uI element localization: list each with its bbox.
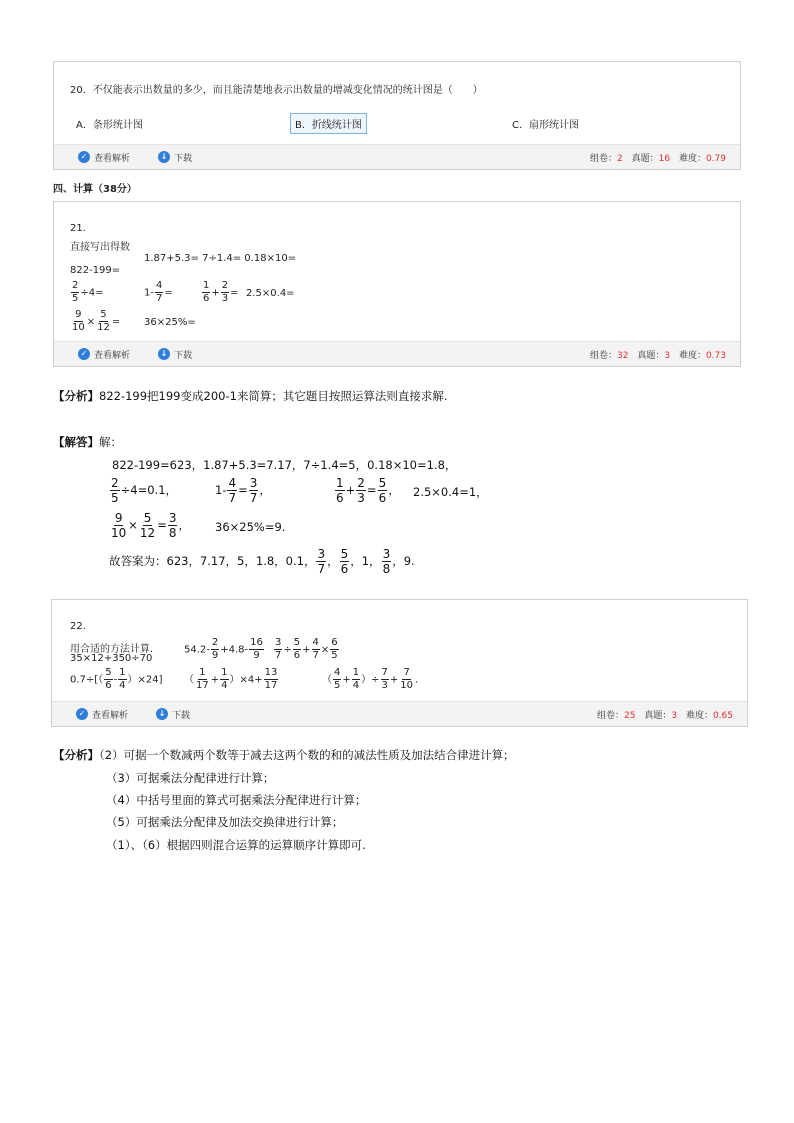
expression: $\frac{9}{10}$ × $\frac{5}{12}$ = bbox=[72, 309, 121, 333]
fraction: $\frac{7}{3}$ bbox=[381, 667, 388, 691]
fraction: $\frac{4}{7}$ bbox=[312, 637, 319, 661]
download-button[interactable] bbox=[158, 347, 192, 361]
question-card-22 bbox=[51, 599, 748, 727]
fraction: $\frac{5}{6}$ bbox=[378, 476, 387, 505]
view-analysis-button[interactable] bbox=[78, 150, 130, 164]
fraction: $\frac{5}{12}$ bbox=[97, 309, 110, 333]
fraction: $\frac{2}{3}$ bbox=[357, 476, 365, 505]
check-icon: ✓ bbox=[78, 151, 90, 163]
fraction: $\frac{5}{12}$ bbox=[139, 511, 156, 540]
fraction: $\frac{4}{7}$ bbox=[155, 280, 163, 304]
analysis-label: 【分析】 bbox=[53, 389, 99, 403]
fraction: $\frac{3}{8}$ bbox=[382, 547, 391, 576]
view-analysis-button[interactable] bbox=[78, 347, 130, 361]
view-analysis-label: 查看解析 bbox=[94, 350, 131, 361]
card-footer bbox=[52, 701, 747, 726]
analysis-label: 【分析】 bbox=[53, 748, 99, 762]
fraction: $\frac{3}{8}$ bbox=[168, 511, 177, 540]
expression: 36×25%= bbox=[144, 317, 196, 328]
card-footer bbox=[54, 341, 740, 366]
answer-21-heading bbox=[53, 434, 122, 450]
analysis-line: （1）、（6）根据四则混合运算的运算顺序计算即可. bbox=[106, 838, 366, 852]
section-heading: 四、计算（38分） bbox=[53, 184, 137, 195]
check-icon: ✓ bbox=[78, 348, 90, 360]
download-icon: ↓ bbox=[156, 708, 168, 720]
question-card-20 bbox=[53, 61, 741, 170]
fraction: $\frac{6}{5}$ bbox=[331, 637, 338, 661]
question-number: 21. bbox=[70, 223, 86, 234]
answer-lead: 解： bbox=[99, 435, 122, 449]
expression: $\frac{3}{7}$ ÷ $\frac{5}{6}$ + $\frac{4}{7}$ × $\frac{6}{5}$ bbox=[275, 637, 338, 661]
analysis-line: （5）可据乘法分配律及加法交换律进行计算； bbox=[106, 815, 344, 829]
analysis-22 bbox=[53, 747, 515, 763]
fraction: $\frac{7}{10}$ bbox=[400, 667, 414, 691]
expression: （ $\frac{1}{17}$ + $\frac{1}{4}$ ）×4+ $\frac{13}{17}$ bbox=[184, 667, 278, 691]
fraction: $\frac{13}{17}$ bbox=[264, 667, 278, 691]
fraction: $\frac{4}{5}$ bbox=[334, 667, 341, 691]
expression: 1- $\frac{4}{7}$ = bbox=[144, 280, 173, 304]
analysis-line: （3）可据乘法分配律进行计算； bbox=[106, 771, 275, 785]
option-a[interactable]: A．条形统计图 bbox=[76, 120, 143, 131]
expression: 54.2- $\frac{2}{9}$ +4.8- $\frac{16}{9}$ bbox=[184, 637, 263, 661]
expression: 2.5×0.4= bbox=[246, 288, 295, 299]
fraction: $\frac{3}{7}$ bbox=[249, 476, 258, 505]
download-icon: ↓ bbox=[158, 348, 170, 360]
analysis-line: （2）可据一个数减两个数等于减去这两个数的和的减法性质及加法结合律进计算； bbox=[99, 748, 515, 762]
answer-label: 【解答】 bbox=[53, 435, 99, 449]
question-stats: 组卷：2 真题：16 难度：0.79 bbox=[589, 154, 726, 164]
fraction: $\frac{5}{6}$ bbox=[105, 667, 112, 691]
question-text: 20．不仅能表示出数量的多少，而且能清楚地表示出数量的增减变化情况的统计图是（ ） bbox=[70, 85, 483, 96]
question-title: 用合适的方法计算． bbox=[70, 644, 160, 655]
analysis-line: （4）中括号里面的算式可据乘法分配律进行计算； bbox=[106, 793, 367, 807]
question-stats: 组卷：32 真题：3 难度：0.73 bbox=[589, 351, 726, 361]
expression-line: 822-199= bbox=[70, 265, 121, 276]
question-card-21 bbox=[53, 201, 741, 367]
option-c[interactable]: C．扇形统计图 bbox=[512, 120, 579, 131]
final-answer: 故答案为：623，7.17，5，1.8，0.1， $\frac{3}{7}$ ， $\frac{5}{6}$ ，1， $\frac{3}{8}$ ，9. bbox=[109, 547, 415, 576]
answer-expression: $\frac{9}{10}$ × $\frac{5}{12}$ = $\frac{3}{8}$ ， bbox=[111, 511, 190, 540]
view-analysis-button[interactable] bbox=[76, 707, 128, 721]
expression-line: 1.87+5.3= 7÷1.4= 0.18×10= bbox=[144, 253, 297, 264]
fraction: $\frac{16}{9}$ bbox=[250, 637, 263, 661]
download-label: 下载 bbox=[174, 153, 193, 164]
expression: $\frac{2}{5}$ ÷4= bbox=[72, 280, 104, 304]
fraction: $\frac{2}{9}$ bbox=[211, 637, 219, 661]
fraction: $\frac{2}{5}$ bbox=[72, 280, 79, 304]
fraction: $\frac{4}{7}$ bbox=[228, 476, 237, 505]
fraction: $\frac{3}{7}$ bbox=[317, 547, 326, 576]
analysis-text: 822-199把199变成200-1来简算；其它题目按照运算法则直接求解. bbox=[99, 389, 448, 403]
expression: $\frac{1}{6}$ + $\frac{2}{3}$ = bbox=[203, 280, 239, 304]
download-label: 下载 bbox=[172, 710, 191, 721]
fraction: $\frac{2}{3}$ bbox=[221, 280, 229, 304]
option-b[interactable]: B．折线统计图 bbox=[290, 113, 367, 134]
check-icon: ✓ bbox=[76, 708, 88, 720]
card-footer bbox=[54, 144, 740, 169]
answer-expression: $\frac{1}{6}$ + $\frac{2}{3}$ = $\frac{5}{6}$ ， bbox=[336, 476, 400, 505]
answer-expression: 2.5×0.4=1， bbox=[413, 485, 488, 499]
fraction: $\frac{1}{6}$ bbox=[203, 280, 210, 304]
question-stats: 组卷：25 真题：3 难度：0.65 bbox=[596, 711, 733, 721]
download-button[interactable] bbox=[156, 707, 190, 721]
answer-expression: 36×25%=9. bbox=[215, 520, 286, 534]
fraction: $\frac{9}{10}$ bbox=[72, 309, 85, 333]
fraction: $\frac{1}{6}$ bbox=[336, 476, 344, 505]
answer-expression: 1- $\frac{4}{7}$ = $\frac{3}{7}$ ， bbox=[215, 476, 271, 505]
fraction: $\frac{1}{17}$ bbox=[196, 667, 209, 691]
fraction: $\frac{5}{6}$ bbox=[340, 547, 349, 576]
download-label: 下载 bbox=[174, 350, 193, 361]
question-title: 直接写出得数 bbox=[70, 242, 130, 253]
expression: （ $\frac{4}{5}$ + $\frac{1}{4}$ ）÷ $\frac{7}{3}$ + $\frac{7}{10}$ . bbox=[322, 667, 419, 691]
fraction: $\frac{1}{4}$ bbox=[221, 667, 228, 691]
expression: 0.7÷[（ $\frac{5}{6}$ - $\frac{1}{4}$ ）×24] bbox=[70, 667, 163, 691]
fraction: $\frac{9}{10}$ bbox=[111, 511, 127, 540]
analysis-21 bbox=[53, 388, 448, 404]
fraction: $\frac{3}{7}$ bbox=[275, 637, 282, 661]
fraction: $\frac{5}{6}$ bbox=[293, 637, 301, 661]
fraction: $\frac{1}{4}$ bbox=[352, 667, 360, 691]
fraction: $\frac{1}{4}$ bbox=[119, 667, 126, 691]
answer-line: 822-199=623，1.87+5.3=7.17，7÷1.4=5，0.18×10=1.8， bbox=[112, 458, 457, 472]
download-icon: ↓ bbox=[158, 151, 170, 163]
question-number: 22. bbox=[70, 621, 86, 632]
answer-expression: $\frac{2}{5}$ ÷4=0.1， bbox=[111, 476, 178, 505]
view-analysis-label: 查看解析 bbox=[94, 153, 131, 164]
view-analysis-label: 查看解析 bbox=[92, 710, 129, 721]
download-button[interactable] bbox=[158, 150, 192, 164]
expression: 35×12+350÷70 bbox=[70, 653, 153, 664]
fraction: $\frac{2}{5}$ bbox=[111, 476, 119, 505]
